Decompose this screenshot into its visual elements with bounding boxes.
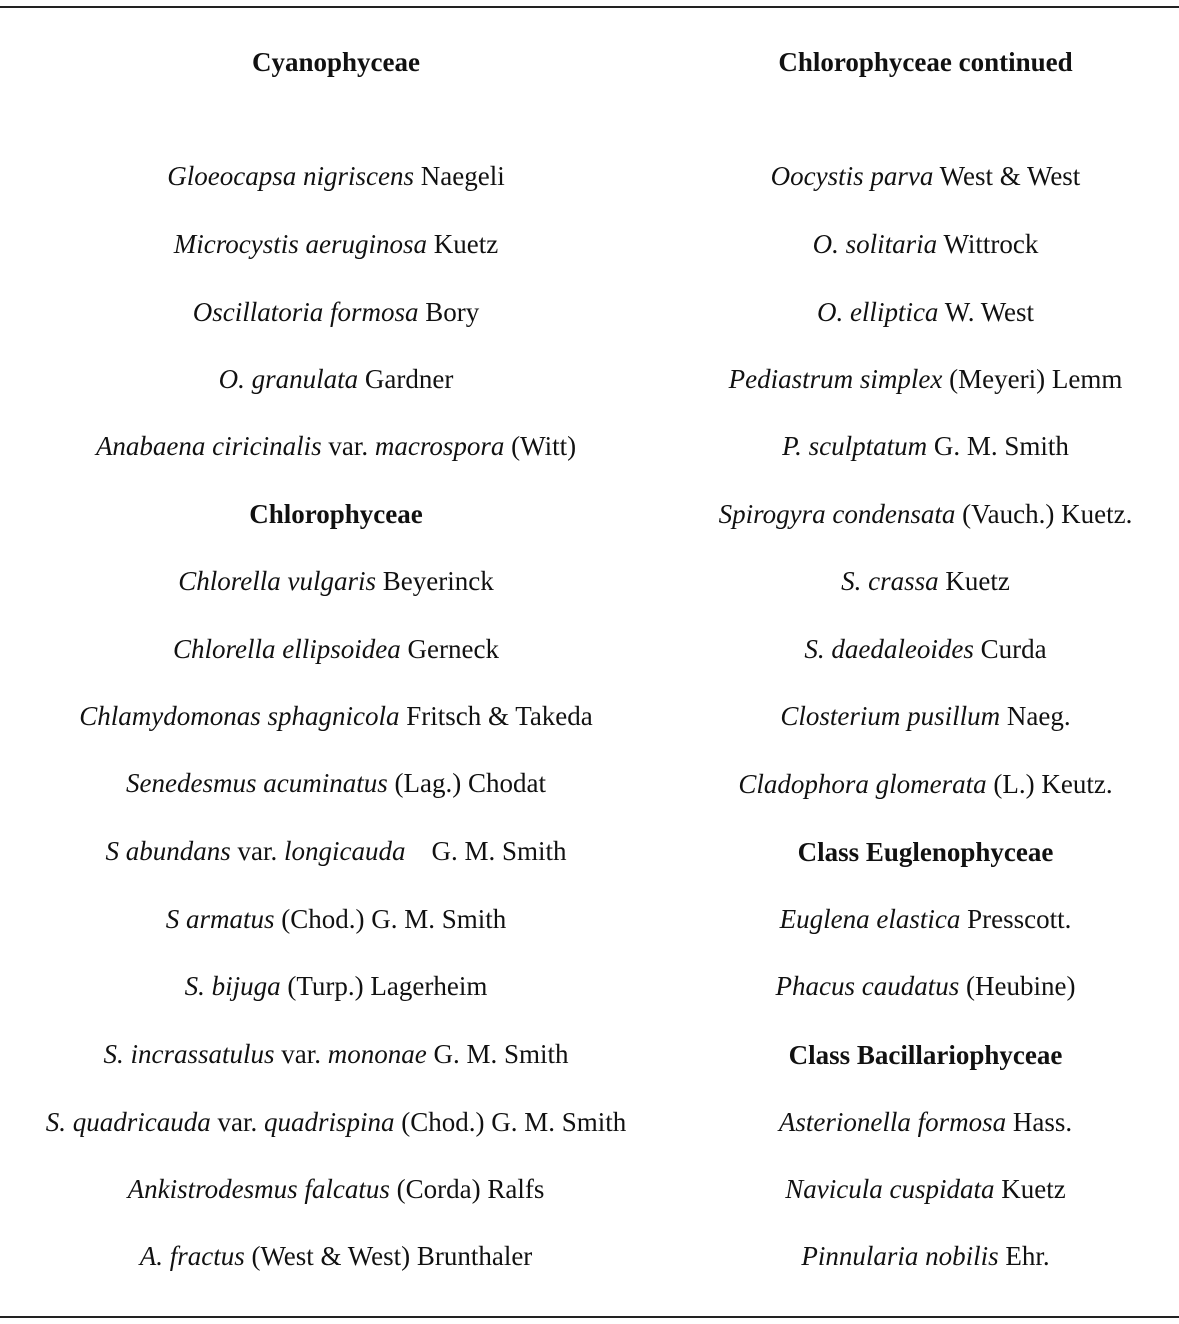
species-entry: [672, 902, 1179, 936]
species-entry: [672, 362, 1179, 396]
author-citation: Gerneck: [400, 634, 499, 664]
infraspecific-name: longicauda: [283, 836, 406, 866]
author-citation: (Vauch.) Kuetz.: [955, 499, 1133, 529]
author-citation: (Chod.) G. M. Smith: [274, 904, 507, 934]
species-entry: [672, 227, 1179, 261]
scientific-name: A. fractus: [139, 1241, 245, 1271]
author-citation: Kuetz: [427, 229, 499, 259]
author-citation: G. M. Smith: [927, 431, 1069, 461]
infraspecific-name: quadrispina: [263, 1107, 395, 1137]
scientific-name: S armatus: [165, 904, 275, 934]
scientific-name: Navicula cuspidata: [785, 1174, 995, 1204]
species-entry: [0, 564, 672, 598]
rank-marker: var.: [230, 836, 284, 866]
author-citation: Ehr.: [998, 1241, 1050, 1271]
author-citation: Hass.: [1006, 1107, 1073, 1137]
author-citation: W. West: [938, 297, 1035, 327]
author-citation: Gardner: [358, 364, 454, 394]
author-citation: West & West: [933, 161, 1081, 191]
scientific-name: S. daedaleoides: [804, 634, 974, 664]
species-entry: [0, 159, 672, 193]
section-heading: Class Bacillariophyceae: [788, 1040, 1063, 1070]
author-citation: (Heubine): [959, 971, 1076, 1001]
scientific-name: Pediastrum simplex: [728, 364, 943, 394]
column-heading: Chlorophyceae continued: [778, 47, 1073, 77]
scientific-name: Microcystis aeruginosa: [173, 229, 427, 259]
author-citation: (Turp.) Lagerheim: [280, 971, 488, 1001]
scientific-name: Oscillatoria formosa: [192, 297, 419, 327]
scientific-name: Closterium pusillum: [780, 701, 1001, 731]
scientific-name: Ankistrodesmus falcatus: [127, 1174, 390, 1204]
scientific-name: Asterionella formosa: [778, 1107, 1007, 1137]
scientific-name: Chlorella ellipsoidea: [173, 634, 401, 664]
author-citation: (Witt): [504, 431, 577, 461]
infraspecific-name: mononae: [327, 1039, 427, 1069]
species-entry: [0, 295, 672, 329]
author-citation: Fritsch & Takeda: [399, 701, 593, 731]
scientific-name: S. bijuga: [184, 971, 281, 1001]
rank-marker: var.: [210, 1107, 264, 1137]
scientific-name: Spirogyra condensata: [718, 499, 956, 529]
author-citation: Naegeli: [414, 161, 505, 191]
author-citation: Curda: [973, 634, 1047, 664]
author-citation: Presscott.: [960, 904, 1072, 934]
species-entry: [0, 766, 672, 800]
species-entry: [0, 834, 672, 868]
section-heading: Class Euglenophyceae: [797, 837, 1054, 867]
author-citation: (Meyeri) Lemm: [942, 364, 1123, 394]
author-citation: Naeg.: [1000, 701, 1071, 731]
species-entry: [672, 429, 1179, 463]
species-entry: [0, 632, 672, 666]
species-entry: [0, 1172, 672, 1206]
species-entry: [672, 159, 1179, 193]
species-entry: [672, 1239, 1179, 1273]
section-heading: Chlorophyceae: [249, 499, 423, 529]
rank-marker: var.: [274, 1039, 328, 1069]
species-entry: [0, 699, 672, 733]
author-citation: (West & West) Brunthaler: [244, 1241, 533, 1271]
author-citation: Beyerinck: [376, 566, 494, 596]
species-entry: [672, 969, 1179, 1003]
author-citation: Kuetz: [994, 1174, 1066, 1204]
species-entry: [0, 1037, 672, 1071]
species-entry: [0, 1105, 672, 1139]
scientific-name: Pinnularia nobilis: [801, 1241, 999, 1271]
species-entry: [672, 1172, 1179, 1206]
scientific-name: O. solitaria: [812, 229, 938, 259]
author-citation: (L.) Keutz.: [986, 769, 1113, 799]
species-entry: [0, 1239, 672, 1273]
species-entry: [0, 227, 672, 261]
scientific-name: O. elliptica: [816, 297, 939, 327]
author-citation: (Corda) Ralfs: [389, 1174, 545, 1204]
species-entry: [672, 632, 1179, 666]
scientific-name: S abundans: [105, 836, 231, 866]
bottom-rule: [0, 1316, 1179, 1318]
author-citation: (Chod.) G. M. Smith: [394, 1107, 627, 1137]
species-entry: [672, 497, 1179, 531]
top-rule: [0, 6, 1179, 8]
scientific-name: Senedesmus acuminatus: [126, 768, 388, 798]
infraspecific-name: macrospora: [374, 431, 505, 461]
scientific-name: Anabaena ciricinalis: [95, 431, 322, 461]
species-entry: [0, 902, 672, 936]
species-entry: [672, 699, 1179, 733]
author-citation: Kuetz: [938, 566, 1010, 596]
species-entry: [672, 295, 1179, 329]
scientific-name: Chlorella vulgaris: [178, 566, 377, 596]
column-heading: Cyanophyceae: [252, 47, 420, 77]
species-entry: [672, 564, 1179, 598]
author-citation: (Lag.) Chodat: [387, 768, 546, 798]
author-citation: Bory: [418, 297, 480, 327]
author-citation: G. M. Smith: [431, 836, 567, 866]
species-entry: [0, 969, 672, 1003]
author-citation: Wittrock: [937, 229, 1039, 259]
scientific-name: Oocystis parva: [770, 161, 934, 191]
species-entry: [672, 1105, 1179, 1139]
scientific-name: O. granulata: [218, 364, 359, 394]
scientific-name: Phacus caudatus: [775, 971, 960, 1001]
scientific-name: S. incrassatulus: [103, 1039, 275, 1069]
scientific-name: S. quadricauda: [45, 1107, 211, 1137]
scientific-name: P. sculptatum: [782, 431, 928, 461]
author-citation: G. M. Smith: [426, 1039, 569, 1069]
species-entry: [672, 767, 1179, 801]
scientific-name: Cladophora glomerata: [738, 769, 987, 799]
scientific-name: Euglena elastica: [779, 904, 961, 934]
species-entry: [0, 429, 672, 463]
scientific-name: Chlamydomonas sphagnicola: [79, 701, 400, 731]
species-entry: [0, 362, 672, 396]
rank-marker: var.: [321, 431, 375, 461]
scientific-name: S. crassa: [841, 566, 939, 596]
scientific-name: Gloeocapsa nigriscens: [167, 161, 414, 191]
